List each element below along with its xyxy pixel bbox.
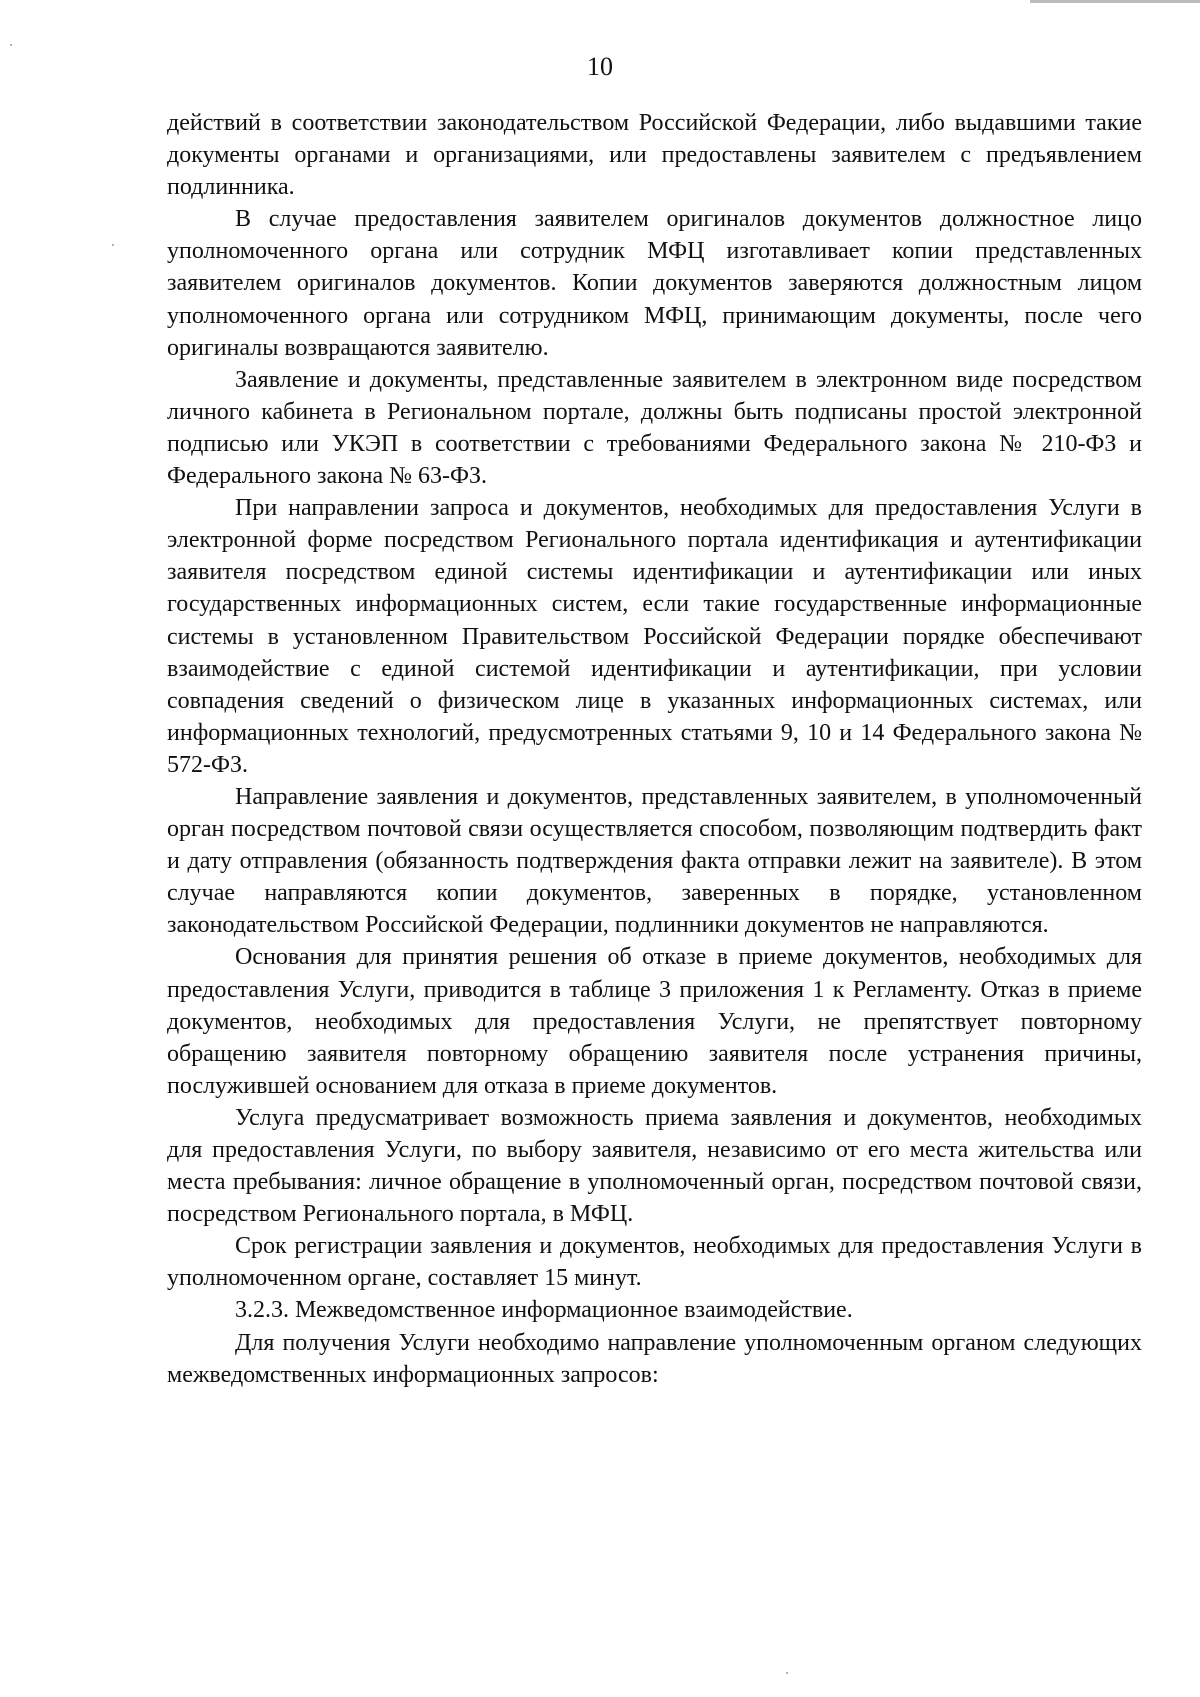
scan-edge-line <box>1030 0 1200 3</box>
paragraph: Основания для принятия решения об отказе в приеме документов, необходимых для предоставления Услуги, приводится в таблице 3 приложения 1 к Регламенту. Отказ в приеме документов, необходимых для предоставления Услуги, не препятствует повторному обращению заявителя повторному обращению заявителя после устранения причины, послужившей основанием для отказа в приеме документов. <box>167 944 1142 1099</box>
paragraph-continuation: действий в соответствии законодательством Российской Федерации, либо выдавшими такие документы органами и организациями, или предоставлены заявителем с предъявлением подлинника. <box>167 110 1142 201</box>
paragraph: Заявление и документы, представленные заявителем в электронном виде посредством личного кабинета в Региональном портале, должны быть подписаны простой электронной подписью или УКЭП в соответствии с требованиями Федерального закона № 210-ФЗ и Федерального закона № 63-ФЗ. <box>167 366 1142 490</box>
paragraph: При направлении запроса и документов, необходимых для предоставления Услуги в электронной форме посредством Регионального портала идентификация и аутентификации заявителя посредством единой системы идентификации и аутентификации или иных государственных информационных систем, если такие государственные информационные системы в установленном Правительством Российской Федерации порядке обеспечивают взаимодействие с единой системой идентификации и аутентификации, при условии совпадения сведений о физическом лице в указанных информационных системах, или информационных технологий, предусмотренных статьями 9, 10 и 14 Федерального закона № 572-ФЗ. <box>167 495 1142 778</box>
paragraph: Направление заявления и документов, представленных заявителем, в уполномоченный орган посредством почтовой связи осуществляется способом, позволяющим подтвердить факт и дату отправления (обязанность подтверждения факта отправки лежит на заявителе). В этом случае направляются копии документов, заверенных в порядке, установленном законодательством Российской Федерации, подлинники документов не направляются. <box>167 783 1142 939</box>
scan-speck <box>112 244 114 246</box>
paragraph: В случае предоставления заявителем оригиналов документов должностное лицо уполномоченного органа или сотрудник МФЦ изготавливает копии представленных заявителем оригиналов документов. Копии документов заверяются должностным лицом уполномоченного органа или сотрудником МФЦ, принимающим документы, после чего оригиналы возвращаются заявителю. <box>167 206 1142 361</box>
section-heading: 3.2.3. Межведомственное информационное взаимодействие. <box>235 1297 853 1324</box>
document-body <box>167 107 1142 1391</box>
page-number: 10 <box>587 52 613 81</box>
paragraph: Услуга предусматривает возможность приема заявления и документов, необходимых для предоставления Услуги, по выбору заявителя, независимо от его места жительства или места пребывания: личное обращение в уполномоченный орган, посредством почтовой связи, посредством Регионального портала, в МФЦ. <box>167 1104 1142 1228</box>
scan-speck <box>10 44 12 46</box>
paragraph: Для получения Услуги необходимо направление уполномоченным органом следующих межведомственных информационных запросов: <box>167 1329 1142 1388</box>
scan-speck <box>786 1672 788 1674</box>
paragraph: Срок регистрации заявления и документов, необходимых для предоставления Услуги в уполномоченном органе, составляет 15 минут. <box>167 1233 1142 1292</box>
